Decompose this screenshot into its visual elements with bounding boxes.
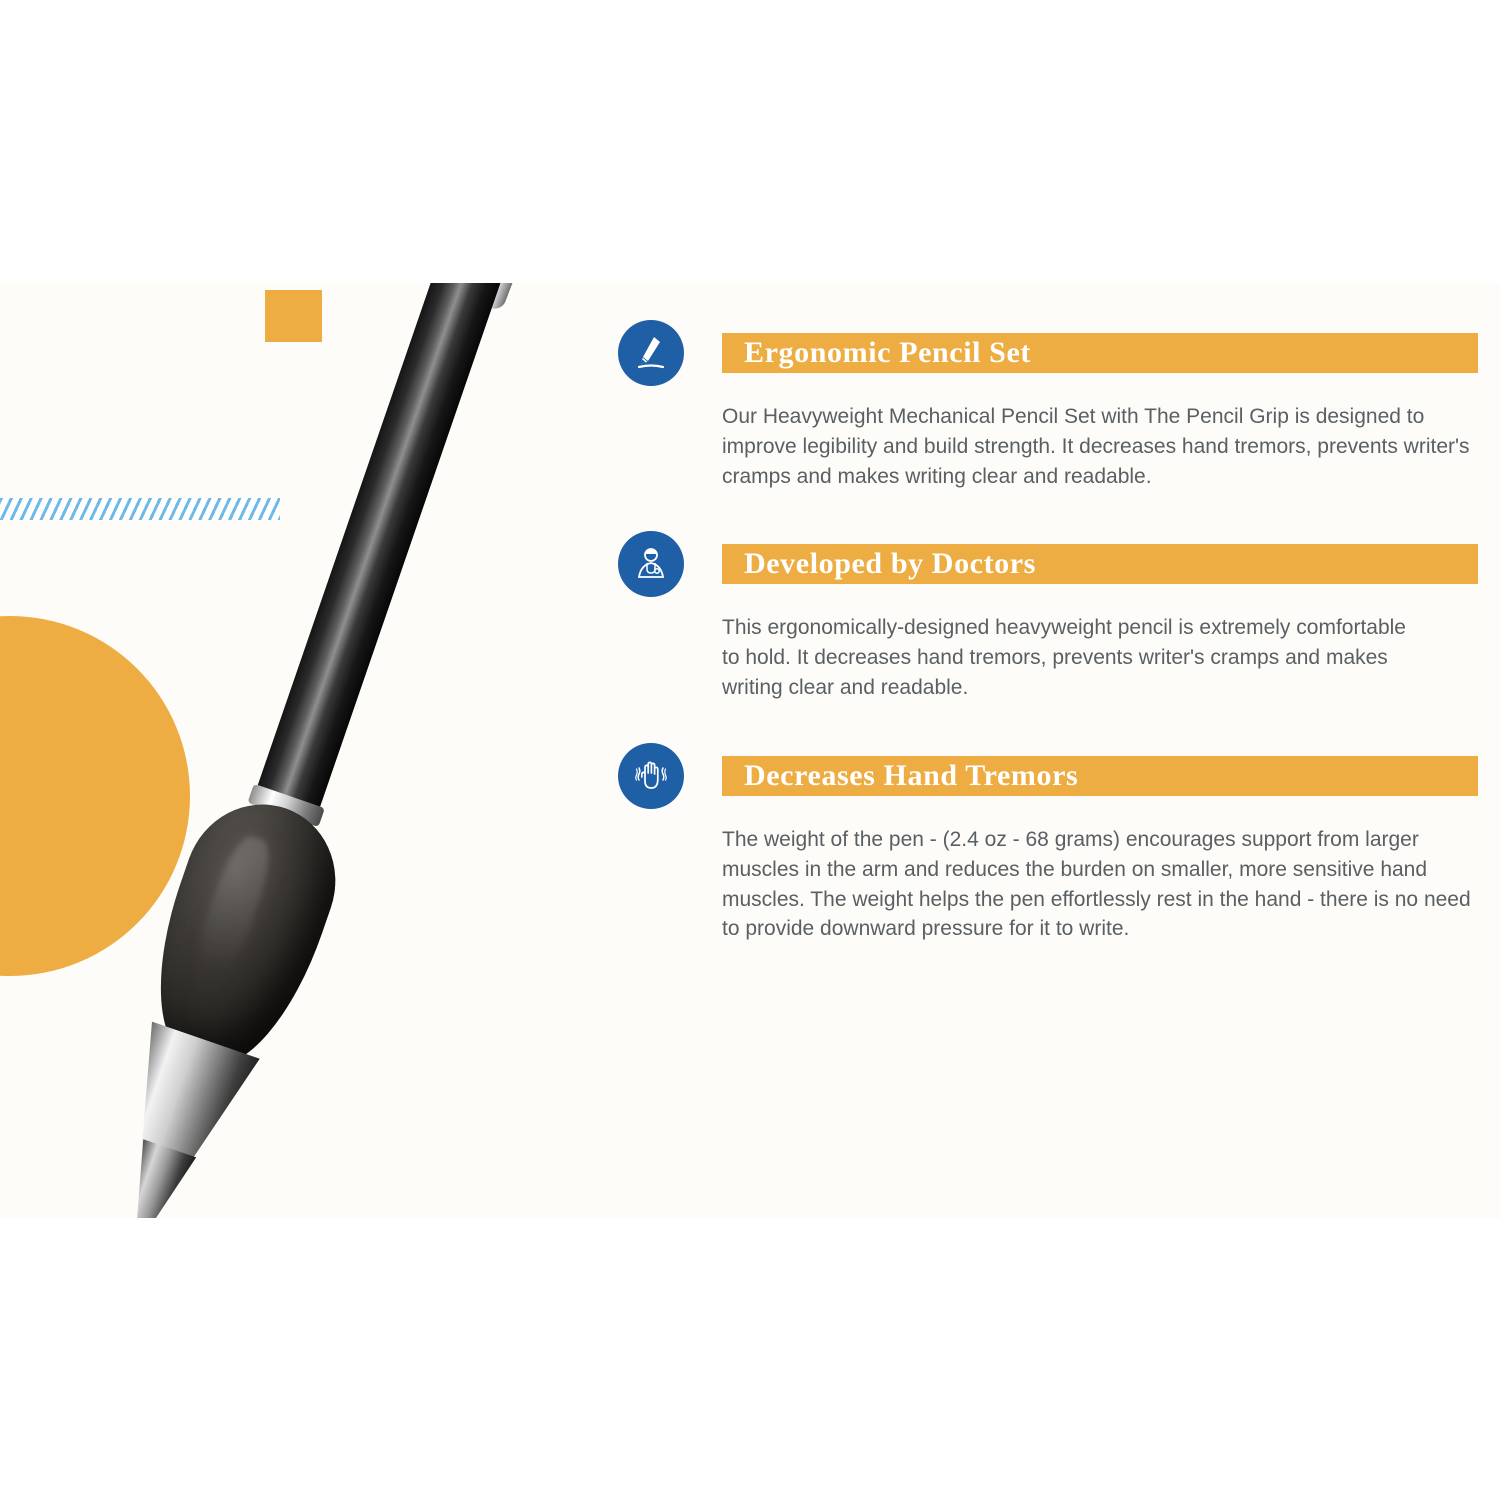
feature-title-bar: [722, 333, 1478, 373]
feature-header: [618, 320, 1478, 386]
feature-title: Developed by Doctors: [744, 547, 1036, 581]
feature-title: Ergonomic Pencil Set: [744, 336, 1031, 369]
feature-description: Our Heavyweight Mechanical Pencil Set with The Pencil Grip is designed to improve legibility and build strength. It decreases hand tremors, prevents writer's cramps and makes writing clear and readable.: [722, 405, 1470, 488]
pencil-writing-icon: [618, 320, 684, 386]
trembling-hand-icon: [618, 743, 684, 809]
feature-item: [618, 743, 1478, 944]
feature-title-bar: [722, 544, 1478, 584]
feature-description: This ergonomically-designed heavyweight pencil is extremely comfortable to hold. It decreases hand tremors, prevents writer's cramps and makes writing clear and readable.: [722, 616, 1406, 700]
feature-header: [618, 531, 1478, 597]
feature-list: [618, 320, 1478, 984]
feature-item: [618, 320, 1478, 491]
doctor-stethoscope-icon: [618, 531, 684, 597]
feature-title: Decreases Hand Tremors: [744, 758, 1079, 792]
feature-header: [618, 743, 1478, 809]
feature-description: The weight of the pen - (2.4 oz - 68 grams) encourages support from larger muscles in the arm and reduces the burden on smaller, more sensitive hand muscles. The weight helps the pen effortlessly rest in the hand - there is no need to provide downward pressure for it to write.: [722, 827, 1471, 941]
feature-title-bar: [722, 756, 1478, 796]
feature-item: [618, 531, 1478, 702]
pencil-barrel: [255, 283, 526, 816]
